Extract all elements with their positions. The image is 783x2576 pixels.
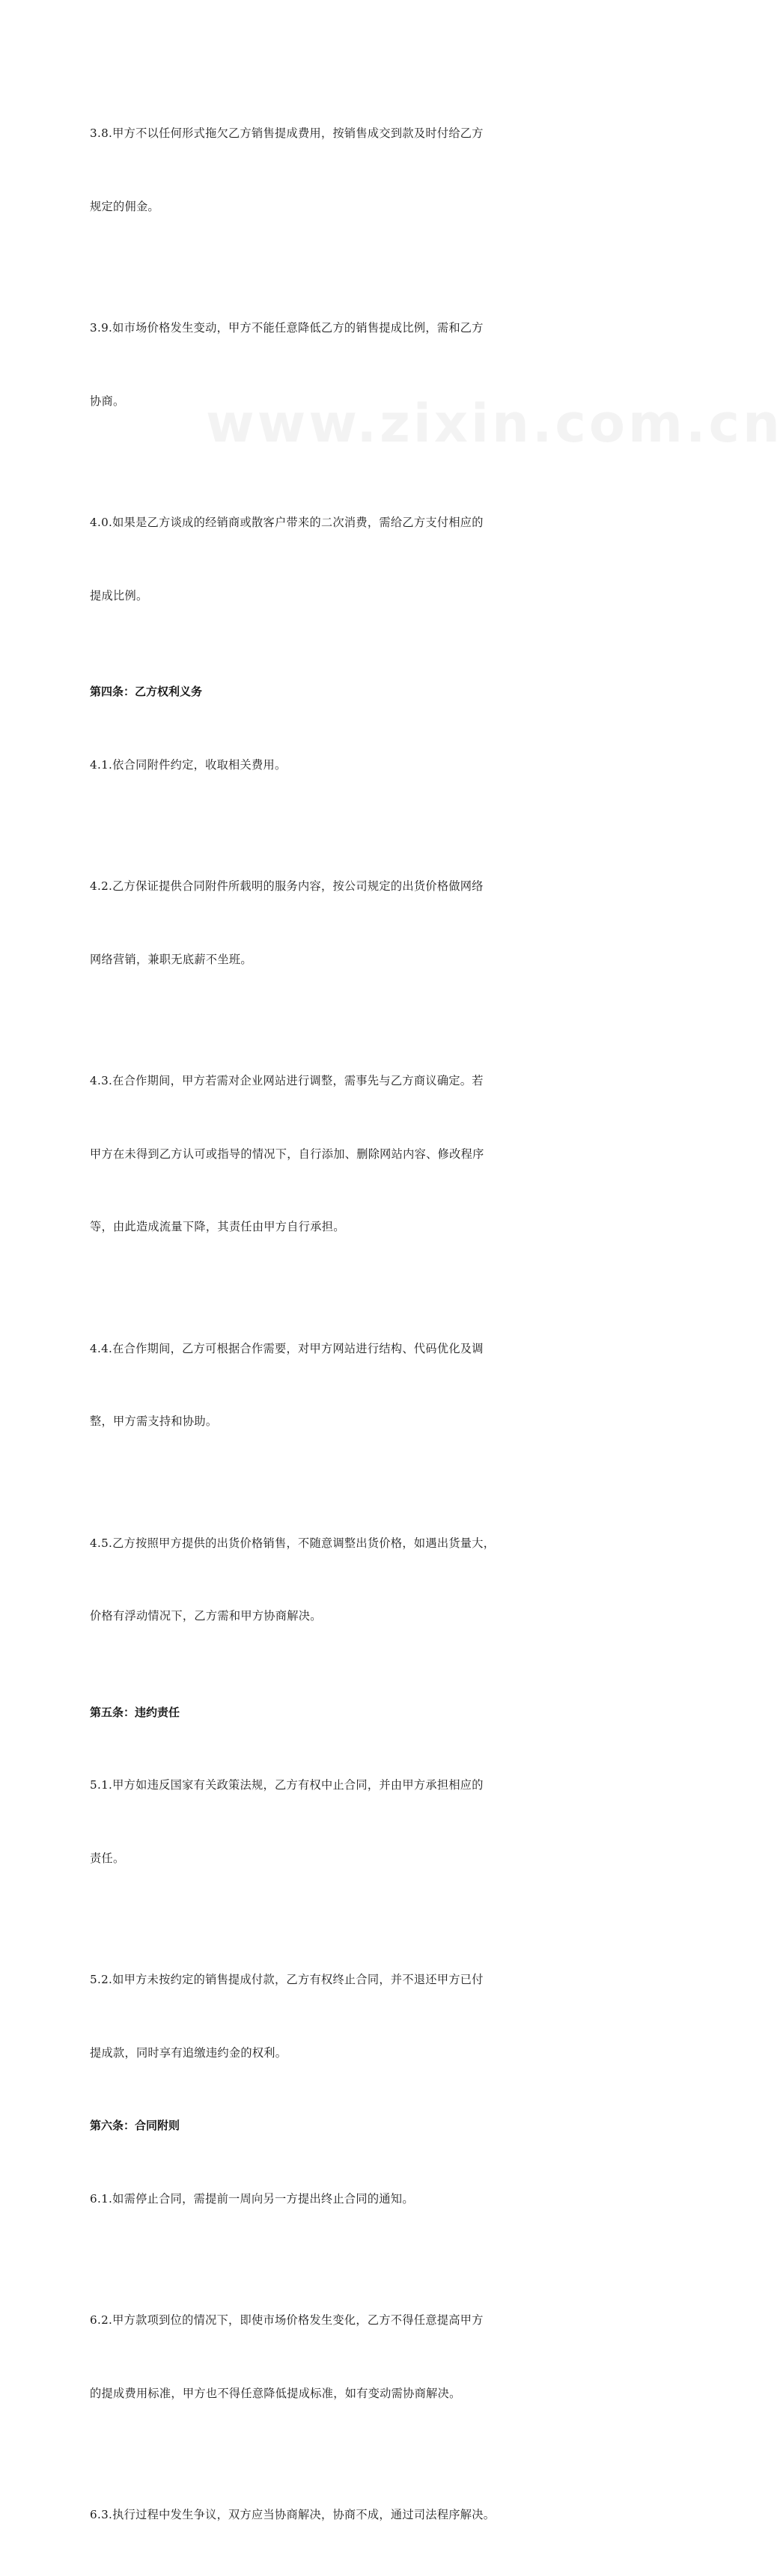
clause-4-5-line-1: 4.5.乙方按照甲方提供的出货价格销售，不随意调整出货价格，如遇出货量大， [90,1536,496,1550]
clause-6-2-line-2: 的提成费用标准，甲方也不得任意降低提成标准，如有变动需协商解决。 [90,2386,461,2400]
clause-5-2-line-2: 提成款，同时享有追缴违约金的权利。 [90,2045,287,2060]
clause-6-3-line-1: 6.3.执行过程中发生争议，双方应当协商解决，协商不成，通过司法程序解决。 [90,2508,496,2521]
clause-5-1 [90,1724,517,1919]
section-6-heading: 第六条：合同附则 [90,2119,180,2132]
section-4-heading: 第四条：乙方权利义务 [90,685,203,698]
clause-4-3-line-1: 4.3.在合作期间，甲方若需对企业网站进行调整，需事先与乙方商议确定。若 [90,1074,484,1087]
clause-5-1-line-1: 5.1.甲方如违反国家有关政策法规，乙方有权中止合同，并由甲方承担相应的 [90,1778,484,1792]
watermark-logo: www.zixin.com.cn [206,393,783,454]
document-page [90,73,517,2576]
spacer [90,656,517,680]
clause-3-8 [90,73,517,267]
clause-4-2-line-1: 4.2.乙方保证提供合同附件所载明的服务内容，按公司规定的出货价格做网络 [90,879,484,893]
clause-6-3 [90,2454,517,2576]
clause-4-3 [90,1020,517,1288]
clause-4-4-line-1: 4.4.在合作期间，乙方可根据合作需要，对甲方网站进行结构、代码优化及调 [90,1341,484,1355]
clause-4-3-line-3: 等，由此造成流量下降，其责任由甲方自行承担。 [90,1220,345,1233]
clause-6-2 [90,2259,517,2454]
clause-4-4 [90,1288,517,1483]
spacer [90,1677,517,1700]
clause-4-0-line-2: 提成比例。 [90,588,148,602]
clause-3-9 [90,267,517,462]
clause-4-0 [90,462,517,656]
clause-4-1 [90,704,517,826]
clause-4-5-line-2: 价格有浮动情况下，乙方需和甲方协商解决。 [90,1609,322,1623]
clause-4-4-line-2: 整，甲方需支持和协助。 [90,1414,218,1428]
clause-4-2-line-2: 网络营销，兼职无底薪不坐班。 [90,952,252,966]
clause-5-2 [90,1919,517,2113]
clause-6-1-line-1: 6.1.如需停止合同，需提前一周向另一方提出终止合同的通知。 [90,2191,414,2206]
section-5-heading: 第五条：违约责任 [90,1705,180,1719]
clause-4-1-line-1: 4.1.依合同附件约定，收取相关费用。 [90,757,287,772]
clause-3-8-line-2: 规定的佣金。 [90,199,159,213]
clause-4-0-line-1: 4.0.如果是乙方谈成的经销商或散客户带来的二次消费，需给乙方支付相应的 [90,516,484,529]
clause-3-8-line-1: 3.8.甲方不以任何形式拖欠乙方销售提成费用，按销售成交到款及时付给乙方 [90,126,484,140]
clause-6-1 [90,2138,517,2260]
clause-6-2-line-1: 6.2.甲方款项到位的情况下，即使市场价格发生变化，乙方不得任意提高甲方 [90,2313,484,2327]
clause-5-1-line-2: 责任。 [90,1851,125,1865]
clause-3-9-line-2: 协商。 [90,394,125,408]
clause-5-2-line-1: 5.2.如甲方未按约定的销售提成付款，乙方有权终止合同，并不退还甲方已付 [90,1973,484,1986]
clause-4-2 [90,825,517,1020]
clause-4-3-line-2: 甲方在未得到乙方认可或指导的情况下，自行添加、删除网站内容、修改程序 [90,1147,484,1161]
clause-3-9-line-1: 3.9.如市场价格发生变动，甲方不能任意降低乙方的销售提成比例，需和乙方 [90,321,484,335]
clause-4-5 [90,1483,517,1677]
